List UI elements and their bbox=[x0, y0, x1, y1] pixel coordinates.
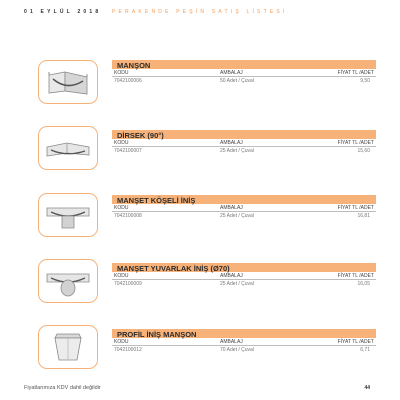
product-code: 7042100012 bbox=[114, 347, 142, 353]
square-outlet-icon bbox=[43, 198, 93, 232]
product-row bbox=[0, 259, 400, 319]
product-price: 6,71 bbox=[360, 347, 370, 353]
column-packaging: AMBALAJ bbox=[220, 205, 243, 211]
column-code: KODU bbox=[114, 70, 129, 76]
product-name: MANŞON bbox=[117, 61, 151, 70]
column-packaging: AMBALAJ bbox=[220, 273, 243, 279]
gutter-joint-icon bbox=[43, 65, 93, 99]
product-packaging: 25 Adet / Çuval bbox=[220, 213, 254, 219]
page-header bbox=[24, 9, 376, 15]
product-packaging: 70 Adet / Çuval bbox=[220, 347, 254, 353]
column-code: KODU bbox=[114, 140, 129, 146]
column-price: FİYAT TL /ADET bbox=[337, 273, 374, 279]
product-price: 15,60 bbox=[357, 148, 370, 154]
product-title-bar bbox=[112, 130, 376, 139]
product-name: MANŞET YUVARLAK İNİŞ (Ø70) bbox=[117, 264, 230, 273]
header-date: 01 EYLÜL 2018 bbox=[24, 9, 102, 15]
product-packaging: 50 Adet / Çuval bbox=[220, 78, 254, 84]
column-headers bbox=[112, 272, 376, 280]
product-title-bar bbox=[112, 263, 376, 272]
product-row bbox=[0, 126, 400, 186]
downpipe-connector-icon bbox=[43, 330, 93, 364]
column-headers bbox=[112, 69, 376, 77]
product-title-bar bbox=[112, 329, 376, 338]
product-price: 9,50 bbox=[360, 78, 370, 84]
column-packaging: AMBALAJ bbox=[220, 140, 243, 146]
product-code: 7042100007 bbox=[114, 148, 142, 154]
gutter-elbow-icon bbox=[43, 131, 93, 165]
column-price: FİYAT TL /ADET bbox=[337, 339, 374, 345]
column-headers bbox=[112, 139, 376, 147]
product-packaging: 25 Adet / Çuval bbox=[220, 281, 254, 287]
column-headers bbox=[112, 204, 376, 212]
product-thumbnail bbox=[38, 60, 98, 104]
product-thumbnail bbox=[38, 193, 98, 237]
product-packaging: 25 Adet / Çuval bbox=[220, 148, 254, 154]
product-title-bar bbox=[112, 60, 376, 69]
product-row bbox=[0, 325, 400, 385]
column-packaging: AMBALAJ bbox=[220, 339, 243, 345]
product-row bbox=[0, 193, 400, 253]
product-code: 7042100009 bbox=[114, 281, 142, 287]
header-title: PERAKENDE PEŞİN SATIŞ LİSTESİ bbox=[111, 9, 288, 15]
product-row bbox=[0, 60, 400, 120]
product-price: 16,81 bbox=[357, 213, 370, 219]
column-code: KODU bbox=[114, 205, 129, 211]
page-number: 44 bbox=[364, 385, 370, 391]
round-outlet-icon bbox=[43, 264, 93, 298]
product-name: MANŞET KÖŞELİ İNİŞ bbox=[117, 196, 196, 205]
column-code: KODU bbox=[114, 273, 129, 279]
product-title-bar bbox=[112, 195, 376, 204]
product-price: 16,05 bbox=[357, 281, 370, 287]
product-code: 7042100008 bbox=[114, 213, 142, 219]
column-headers bbox=[112, 338, 376, 346]
product-thumbnail bbox=[38, 126, 98, 170]
product-name: DİRSEK (90°) bbox=[117, 131, 164, 140]
column-price: FİYAT TL /ADET bbox=[337, 205, 374, 211]
product-name: PROFİL İNİŞ MANŞON bbox=[117, 330, 197, 339]
product-code: 7042100006 bbox=[114, 78, 142, 84]
column-packaging: AMBALAJ bbox=[220, 70, 243, 76]
vat-note: Fiyatlarımıza KDV dahil değildir bbox=[24, 385, 101, 391]
column-code: KODU bbox=[114, 339, 129, 345]
column-price: FİYAT TL /ADET bbox=[337, 140, 374, 146]
product-thumbnail bbox=[38, 325, 98, 369]
column-price: FİYAT TL /ADET bbox=[337, 70, 374, 76]
product-thumbnail bbox=[38, 259, 98, 303]
